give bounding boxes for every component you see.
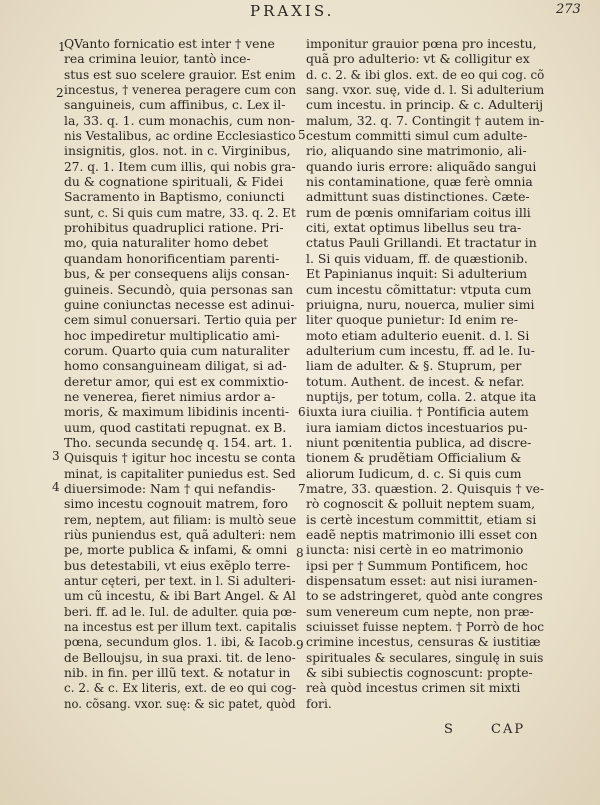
catchword: CAP [491, 722, 526, 737]
text-line: guine coniunctas necesse est adinui- [64, 296, 295, 312]
text-line: du & cognatione spirituali, & Fidei [64, 174, 284, 190]
text-line: QVanto fornicatio est inter † vene [64, 36, 275, 51]
text-line: admittunt suas distinctiones. Cæte- [306, 189, 530, 205]
text-line: simo incestu cognouit matrem, foro [64, 496, 288, 512]
text-line: Quisquis † igitur hoc incestu se conta [64, 450, 296, 466]
text-line: corum. Quarto quia cum naturaliter [64, 342, 290, 358]
text-line: iuxta iura ciuilia. † Pontificia autem [306, 404, 529, 420]
text-line: quã pro adulterio: vt & colligitur ex [306, 51, 530, 67]
margin-number: 5 [298, 128, 306, 142]
text-line: mo, quia naturaliter homo debet [64, 235, 269, 251]
text-line: cem simul conuersari. Tertio quia per [64, 312, 297, 328]
text-line: diuersimode: Nam † qui nefandis- [64, 480, 276, 496]
signature-mark: S [444, 722, 455, 737]
margin-number: 2 [56, 86, 64, 100]
text-line: nis Vestalibus, ac ordine Ecclesiastico [64, 128, 296, 144]
text-line: pœna, secundum glos. 1. ibi, & Iacob. [64, 634, 297, 650]
text-line: sciuisset fuisse neptem. † Porrò de hoc [306, 619, 545, 635]
text-line: spirituales & seculares, singulę in suis [306, 649, 544, 665]
text-line: no. cõsang. vxor. suę: & sic patet, quòd [64, 695, 296, 711]
text-line: aliorum Iudicum, d. c. Si quis cum [306, 465, 522, 481]
text-line: Tho. secunda secundę q. 154. art. 1. [64, 434, 293, 450]
text-line: sanguineis, cum affinibus, c. Lex il- [64, 97, 286, 113]
text-line: ipsi per † Summum Pontificem, hoc [306, 557, 528, 573]
text-line: incestus, † venerea peragere cum con [64, 82, 297, 98]
text-line: cum incestu cõmittatur: vtputa cum [306, 281, 532, 297]
text-line: insignitis, glos. not. in c. Virginibus, [64, 143, 291, 159]
margin-number: 9 [296, 638, 304, 652]
footer-catchwords [444, 722, 564, 737]
running-title: PRAXIS. [250, 2, 335, 20]
text-line: cum incestu. in princip. & c. Adulterij [306, 97, 544, 113]
text-line: dispensatum esset: aut nisi iuramen- [306, 573, 538, 589]
text-line: Et Papinianus inquit: Si adulterium [306, 266, 528, 282]
text-line: priuigna, nuru, nouerca, mulier simi [306, 296, 535, 312]
text-line: rio, aliquando sine matrimonio, ali- [306, 143, 527, 159]
text-line: um cũ incestu, & ibi Bart Angel. & Al [64, 588, 296, 604]
text-line: ne venerea, fieret nimius ardor a- [64, 388, 276, 404]
text-line: nib. in fin. per illũ text. & notatur in [64, 665, 291, 681]
text-line: rea crimina leuior, tantò ince- [64, 51, 251, 67]
text-line: beri. ff. ad le. Iul. de adulter. quia pœ- [64, 603, 297, 619]
text-line: rò cognoscit & polluit neptem suam, [306, 496, 536, 512]
text-line: rum de pœnis omnifariam coitus illi [306, 204, 531, 220]
text-line: uum, quod castitati repugnat. ex B. [64, 419, 287, 435]
text-line: matre, 33. quæstion. 2. Quisquis † ve- [306, 480, 545, 496]
text-line: bus detestabili, vt eius exẽplo terre- [64, 557, 291, 573]
text-line: sang. vxor. suę, vide d. l. Si adulterium [306, 82, 545, 98]
text-line: nis contaminatione, quæ ferè omnia [306, 174, 533, 190]
text-line: sum venereum cum nepte, non præ- [306, 603, 534, 619]
text-line: antur cęteri, per text. in l. Si adulteri- [64, 573, 296, 589]
text-line: liam de adulter. & §. Stuprum, per [306, 358, 522, 374]
text-line: minat, is capitaliter puniedus est. Sed [64, 465, 296, 481]
text-line: iuncta: nisi certè in eo matrimonio [306, 542, 524, 558]
text-line: hoc impediretur multiplicatio ami- [64, 327, 280, 343]
left-text-column [64, 36, 296, 711]
margin-number: 1 [58, 40, 66, 54]
text-line: 27. q. 1. Item cum illis, qui nobis gra- [64, 158, 296, 174]
text-line: is certè incestum committit, etiam si [306, 511, 537, 527]
text-line: imponitur grauior pœna pro incestu, [306, 36, 537, 51]
text-line: l. Si quis viduam, ff. de quæstionib. [306, 250, 528, 266]
text-line: ctatus Pauli Grillandi. Et tractatur in [306, 235, 537, 251]
text-line: stus est suo scelere grauior. Est enim [64, 66, 296, 82]
text-line: citi, extat optimus libellus seu tra- [306, 220, 522, 236]
text-line: na incestus est per illum text. capitalis [64, 619, 297, 635]
text-line: nuptijs, per totum, colla. 2. atque ita [306, 388, 537, 404]
text-line: Sacramento in Baptismo, coniuncti [64, 189, 285, 205]
page-number: 273 [556, 2, 581, 17]
text-line: quando iuris errore: aliquãdo sangui [306, 158, 537, 174]
text-line: niunt pœnitentia publica, ad discre- [306, 434, 532, 450]
text-line: homo consanguineam diligat, si ad- [64, 358, 287, 374]
right-text-column [306, 36, 544, 711]
text-line: fori. [306, 695, 332, 711]
text-line: guineis. Secundò, quia personas san [64, 281, 293, 297]
text-line: crimine incestus, censuras & iustitiæ [306, 634, 541, 650]
text-line: c. 2. & c. Ex literis, ext. de eo qui cog- [64, 680, 297, 696]
text-line: pe, morte publica & infami, & omni [64, 542, 288, 558]
text-line: cestum committi simul cum adulte- [306, 128, 528, 144]
text-line: prohibitus quadruplici ratione. Pri- [64, 220, 284, 236]
margin-number: 4 [52, 480, 60, 494]
text-line: eadẽ neptis matrimonio illi esset con [306, 527, 538, 542]
text-line: tionem & prudẽtiam Officialium & [306, 450, 522, 466]
text-line: bus, & per consequens alijs consan- [64, 266, 290, 282]
margin-number: 3 [52, 449, 60, 463]
text-line: reà quòd incestus crimen sit mixti [306, 680, 521, 696]
text-line: de Belloujsu, in sua praxi. tit. de leno- [64, 649, 296, 665]
text-line: liter quoque punietur: Id enim re- [306, 312, 519, 328]
text-line: to se adstringeret, quòd ante congres [306, 588, 543, 604]
text-line: moris, & maximum libidinis incenti- [64, 404, 290, 420]
text-line: riùs puniendus est, quã adulteri: nem [64, 527, 296, 542]
margin-number: 8 [296, 546, 304, 560]
text-line: moto etiam adulterio euenit. d. l. Si [306, 327, 530, 343]
text-line: deretur amor, qui est ex commixtio- [64, 373, 289, 389]
text-line: d. c. 2. & ibi glos. ext. de eo qui cog. cõ [306, 66, 545, 82]
text-line: totum. Authent. de incest. & nefar. [306, 373, 525, 389]
margin-number: 7 [298, 482, 306, 496]
margin-number: 6 [298, 405, 306, 419]
text-line: iura iamiam dictos incestuarios pu- [306, 419, 528, 435]
text-line: la, 33. q. 1. cum monachis, cum non- [64, 112, 295, 128]
text-line: sunt, c. Si quis cum matre, 33. q. 2. Et [64, 204, 296, 220]
text-line: adulterium cum incestu, ff. ad le. Iu- [306, 342, 535, 358]
text-line: rem, neptem, aut filiam: is multò seue [64, 511, 297, 527]
text-line: & sibi subiectis cognoscunt: propte- [306, 665, 533, 681]
text-line: quandam honorificentiam parenti- [64, 250, 280, 266]
text-line: malum, 32. q. 7. Contingit † autem in- [306, 112, 545, 128]
